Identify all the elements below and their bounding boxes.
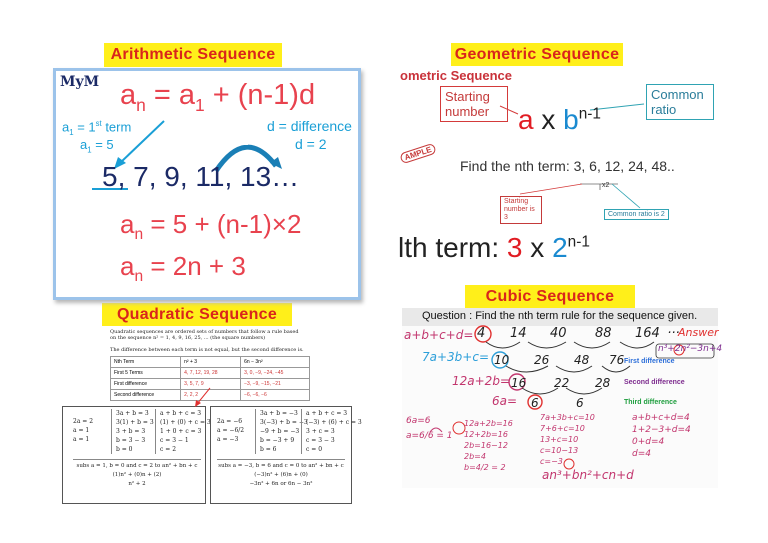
seq-val: 14 xyxy=(510,326,527,341)
right-col1: 2a = −6 a = −6/2 a = −3 xyxy=(217,418,245,443)
table-header: Nth Term xyxy=(111,357,181,368)
starting-number-box: Starting number xyxy=(440,86,508,122)
eq3: 12a+2b= xyxy=(452,374,510,388)
table-cell: 3, 0, −9, −24, −45 xyxy=(241,368,310,379)
geometric-header: ometric Sequence xyxy=(400,68,512,83)
step-label: +2 xyxy=(236,136,249,148)
third-diff-val: 6 xyxy=(576,396,584,410)
seq-val: 164 xyxy=(635,326,660,341)
table-cell: First 5 Terms xyxy=(111,368,181,379)
arithmetic-sequence: 5, 7, 9, 11, 13… xyxy=(102,161,300,192)
d-value: d = 2 xyxy=(295,136,327,152)
first-diff-val: 10 xyxy=(494,353,510,367)
quadratic-diff-line: The difference between each term is not equal, but the second difference is. xyxy=(110,347,304,353)
left-col2: 3a + b = 3 3(1) + b = 3 3 + b = 3 b = 3 − 3 b = 0 xyxy=(111,409,154,454)
a1-value: $a_1 = 5$ xyxy=(80,137,114,155)
geometric-formula: a x $b^{n-1}$ xyxy=(518,104,601,135)
seq-val: 4 xyxy=(477,326,486,341)
x2-label: x2 xyxy=(602,182,610,189)
work-c: 7a+3b+c=10 7+6+c=10 13+c=10 c=10−13 c=−3 xyxy=(540,413,595,466)
geometric-nth-term: lth term: 3 x 2$^{n-1}$ xyxy=(398,232,590,263)
right-col3: a + b + c = 3 (−3) + (6) + c = 3 3 + c = 3 c = 3 − 3 c = 0 xyxy=(301,409,362,454)
table-cell: Second difference xyxy=(111,390,181,401)
work-b: 12a+2b=16 12+2b=16 2b=16−12 2b=4 b=4/2 = 2 xyxy=(464,419,513,472)
work-a: 6a=6 a=6/6 = 1 xyxy=(406,416,453,441)
third-diff-label: Third difference xyxy=(624,399,677,406)
second-diff-label: Second difference xyxy=(624,379,685,386)
quadratic-intro: Quadratic sequences are ordered sets of numbers that follow a rule based on the sequence n² = 1, 4, 9, 16, 25, ... (the square numbers) xyxy=(110,329,299,341)
first-diff-val: 26 xyxy=(534,353,550,367)
d-label: d = difference xyxy=(267,118,352,134)
first-diff-val: 48 xyxy=(574,353,590,367)
final-formula: an³+bn²+cn+d xyxy=(542,468,634,482)
cubic-question: Question : Find the nth term rule for the sequence given. xyxy=(422,310,698,322)
left-bottom: subs a = 1, b = 0 and c = 2 to an² + bn + c (1)n² + (0)n + (2) n² + 2 xyxy=(73,459,201,489)
second-diff-val: 22 xyxy=(554,376,570,390)
starting-small-box: Starting number is 3 xyxy=(500,196,542,224)
work-d: a+b+c+d=4 1+2−3+d=4 0+d=4 d=4 xyxy=(632,413,691,459)
left-col1: 2a = 2 a = 1 a = 1 xyxy=(73,418,94,443)
sample-stamp: AMPLE xyxy=(399,143,437,165)
arithmetic-sub2: $a_n = 2n + 3$ xyxy=(120,251,246,286)
second-diff-val: 28 xyxy=(595,376,611,390)
table-header: n² + 3 xyxy=(181,357,241,368)
seq-val: 88 xyxy=(595,326,612,341)
left-col3: a + b + c = 3 (1) + (0) + c = 3 1 + 0 + c = 3 c = 3 − 1 c = 2 xyxy=(155,409,211,454)
common-ratio-box: Common ratio xyxy=(646,84,714,120)
first-diff-val: 76 xyxy=(609,353,625,367)
table-cell: −6, −6, −6 xyxy=(241,390,310,401)
right-col2: 3a + b = −3 3(−3) + b = −3 −9 + b = −3 b = −3 + 9 b = 6 xyxy=(255,409,308,454)
third-diff-val: 6 xyxy=(531,396,539,410)
table-cell: First difference xyxy=(111,379,181,390)
a1-label: $a_1 = 1st$ term xyxy=(62,119,132,137)
table-cell: 3, 5, 7, 9 xyxy=(181,379,241,390)
title-cubic: Cubic Sequence xyxy=(465,285,635,309)
answer-label: Answer xyxy=(678,326,719,339)
table-cell: 4, 7, 12, 19, 28 xyxy=(181,368,241,379)
first-diff-label: First difference xyxy=(624,358,675,365)
arithmetic-sub1: $a_n = 5 + (n-1)\times 2$ xyxy=(120,209,302,244)
eq4: 6a= xyxy=(492,394,518,408)
seq-val: 40 xyxy=(550,326,567,341)
answer-formula: n³+2n²−3n+4 xyxy=(658,344,723,354)
title-geometric: Geometric Sequence xyxy=(451,43,623,67)
seq-val: ... xyxy=(668,322,681,337)
table-cell: 2, 2, 2 xyxy=(181,390,241,401)
table-cell: −3, −9, −15, −21 xyxy=(241,379,310,390)
second-diff-val: 16 xyxy=(511,376,527,390)
eq1: a+b+c+d= xyxy=(404,328,474,342)
find-nth-term: Find the nth term: 3, 6, 12, 24, 48.. xyxy=(460,158,675,174)
right-bottom: subs a = −3, b = 6 and c = 0 to an² + bn + c (−3)n² + (6)n + (0) −3n² + 6n or 6n − 3n² xyxy=(217,459,345,489)
table-header: 6n − 3n² xyxy=(241,357,310,368)
title-arithmetic: Arithmetic Sequence xyxy=(104,43,282,67)
mym-logo: MyM xyxy=(60,74,100,90)
ratio-small-box: Common ratio is 2 xyxy=(604,209,669,220)
title-quadratic: Quadratic Sequence xyxy=(102,303,292,327)
eq2: 7a+3b+c= xyxy=(422,350,490,364)
arithmetic-formula: $a_n = a_1 + (n-1)d$ xyxy=(120,79,316,115)
